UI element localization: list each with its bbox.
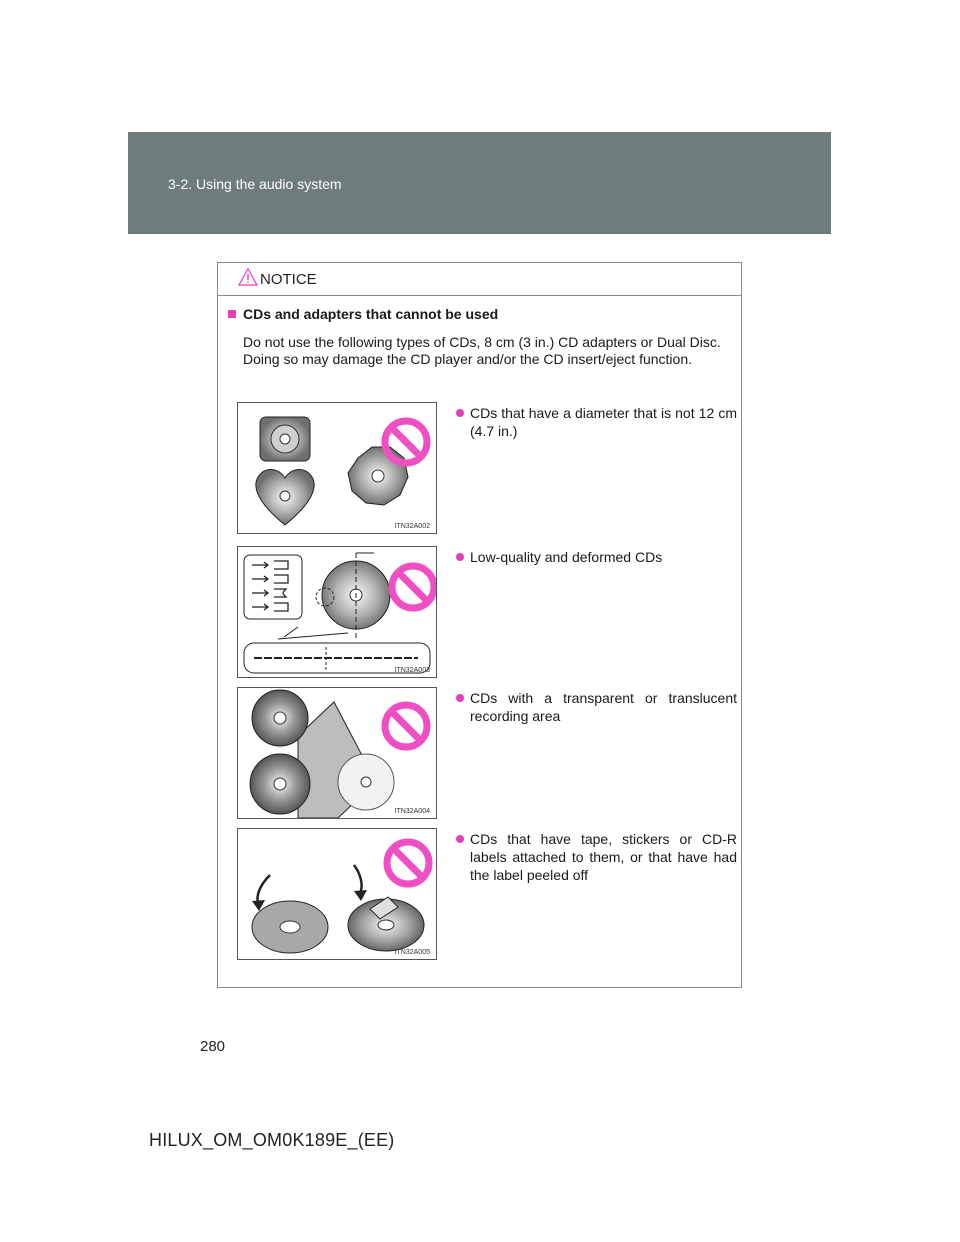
item-text-content: CDs that have a diameter that is not 12 cm (4.7 in.) — [470, 405, 737, 439]
figure-transparent-cds — [237, 687, 437, 819]
item-text — [456, 689, 737, 725]
bullet-dot-icon — [456, 409, 464, 417]
list-item-deformed — [237, 546, 737, 678]
bullet-dot-icon — [456, 694, 464, 702]
header-band — [128, 132, 831, 234]
footer-code: HILUX_OM_OM0K189E_(EE) — [149, 1130, 395, 1150]
section-title: 3-2. Using the audio system — [168, 176, 342, 192]
notice-label: NOTICE — [260, 271, 317, 288]
notice-box — [217, 262, 742, 988]
item-text-content: CDs with a transparent or translucent recording area — [470, 690, 737, 724]
figure-odd-shaped-cds — [237, 402, 437, 534]
bullet-dot-icon — [456, 553, 464, 561]
item-text — [456, 548, 737, 566]
figure-code: ITN32A003 — [394, 667, 430, 674]
list-item-labels — [237, 828, 737, 960]
notice-heading — [228, 306, 741, 322]
figure-deformed-cds — [237, 546, 437, 678]
figure-code: ITN32A005 — [394, 949, 430, 956]
notice-body — [218, 296, 741, 368]
figure-labelled-cds — [237, 828, 437, 960]
notice-description — [243, 334, 737, 368]
warning-triangle-icon — [238, 268, 258, 291]
figure-code: ITN32A004 — [394, 808, 430, 815]
list-item-diameter — [237, 402, 737, 534]
notice-description-line2: Doing so may damage the CD player and/or the CD insert/eject function. — [243, 351, 693, 367]
notice-header — [218, 263, 741, 296]
item-text-content: Low-quality and deformed CDs — [470, 549, 663, 565]
square-bullet-icon — [228, 310, 236, 318]
item-text-content: CDs that have tape, stickers or CD-R labels attached to them, or that have had the label peeled off — [470, 831, 737, 883]
item-text — [456, 830, 737, 884]
notice-description-line1: Do not use the following types of CDs, 8 cm (3 in.) CD adapters or Dual Disc. — [243, 334, 721, 350]
figure-code: ITN32A002 — [394, 523, 430, 530]
item-text — [456, 404, 737, 440]
notice-heading-text: CDs and adapters that cannot be used — [243, 306, 499, 322]
bullet-dot-icon — [456, 835, 464, 843]
list-item-transparent — [237, 687, 737, 819]
page-number: 280 — [200, 1038, 226, 1055]
